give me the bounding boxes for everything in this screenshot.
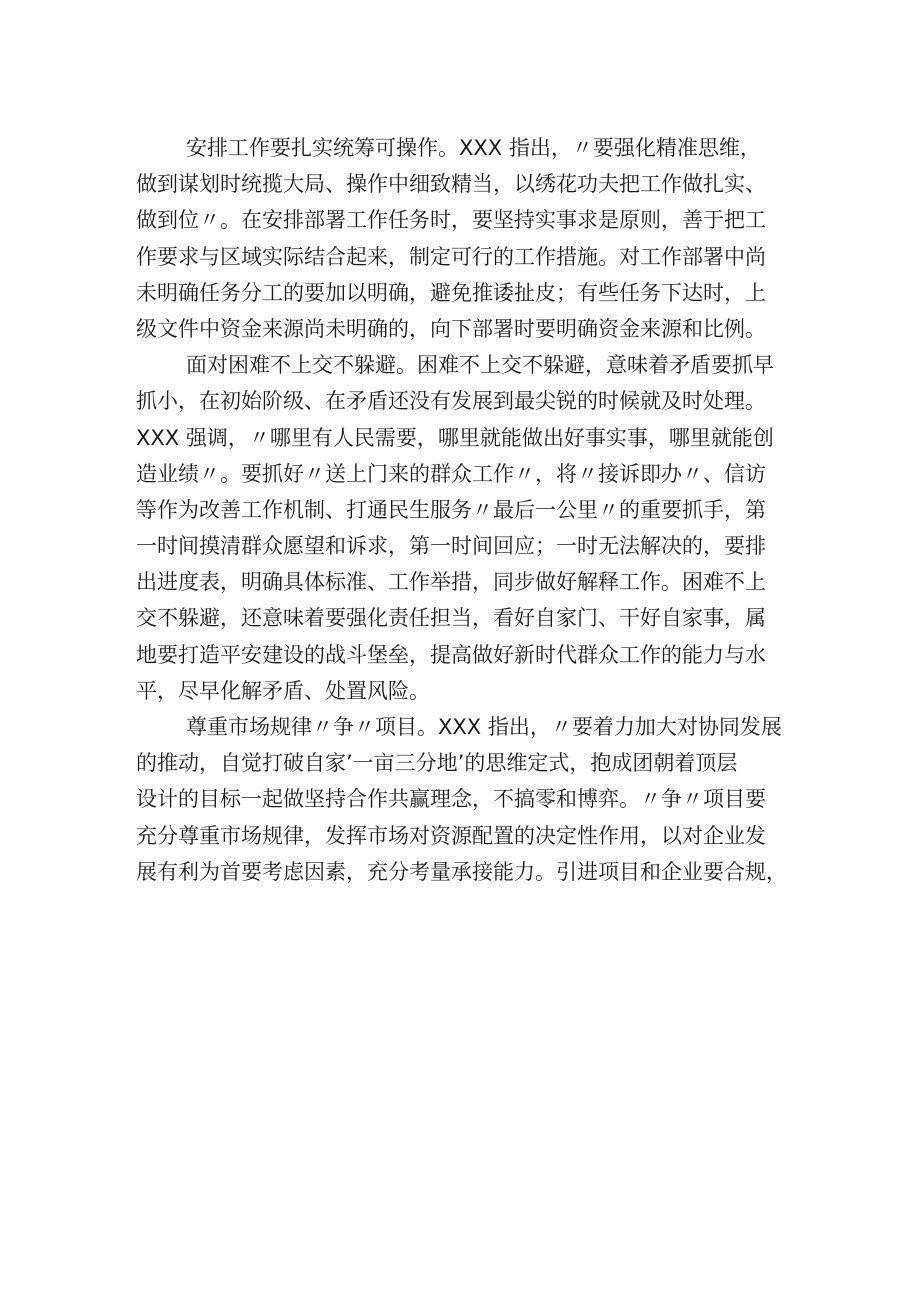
text-line: 未明确任务分工的要加以明确，避免推诿扯皮；有些任务下达时，上 [136, 280, 766, 305]
text-line: 地要打造平安建设的战斗堡垒，提高做好新时代群众工作的能力与水 [136, 642, 766, 667]
text-line: 作要求与区域实际结合起来，制定可行的工作措施。对工作部署中尚 [136, 244, 766, 269]
text-line: 面对困难不上交不躲避。困难不上交不躲避，意味着矛盾要抓早 [186, 353, 774, 378]
document-body [136, 130, 796, 890]
paragraph-facing-difficulties [136, 347, 796, 709]
text-line: 交不躲避，还意味着要强化责任担当，看好自家门、干好自家事，属 [136, 606, 766, 631]
text-line: 等作为改善工作机制、打通民生服务〃最后一公里〃的重要抓手，第 [136, 497, 766, 522]
text-line: 设计的目标一起做坚持合作共赢理念，不搞零和博弈。〃争〃项目要 [136, 787, 766, 812]
text-line: 平，尽早化解矛盾、处置风险。 [136, 678, 430, 703]
text-line: 展有利为首要考虑因素，充分考量承接能力。引进项目和企业要合规， [136, 859, 787, 884]
text-line: 做到谋划时统揽大局、操作中细致精当，以绣花功夫把工作做扎实、 [136, 172, 766, 197]
text-line: 一时间摸清群众愿望和诉求，第一时间回应；一时无法解决的，要排 [136, 534, 766, 559]
text-line: 出进度表，明确具体标准、工作举措，同步做好解释工作。困难不上 [136, 570, 766, 595]
paragraph-market-rules [136, 709, 796, 890]
text-line: XXX 强调，〃哪里有人民需要，哪里就能做出好事实事，哪里就能创 [136, 425, 774, 450]
text-line: 安排工作要扎实统筹可操作。XXX 指出，〃要强化精准思维， [186, 136, 761, 160]
text-line: 做到位〃。在安排部署工作任务时，要坚持实事求是原则，善于把工 [136, 208, 766, 233]
text-line: 的推动，自觉打破自家’一亩三分地’的思维定式，抱成团朝着顶层 [136, 751, 738, 776]
text-line: 充分尊重市场规律，发挥市场对资源配置的决定性作用，以对企业发 [136, 823, 766, 848]
text-line: 级文件中资金来源尚未明确的，向下部署时要明确资金来源和比例。 [136, 316, 766, 341]
text-line: 尊重市场规律〃争〃项目。XXX 指出，〃要着力加大对协同发展 [186, 715, 782, 739]
text-line: 抓小，在初始阶级、在矛盾还没有发展到最尖锐的时候就及时处理。 [136, 389, 766, 414]
paragraph-work-arrangement [136, 130, 796, 347]
text-line: 造业绩〃。要抓好〃送上门来的群众工作〃，将〃接诉即办〃、信访 [136, 461, 766, 486]
